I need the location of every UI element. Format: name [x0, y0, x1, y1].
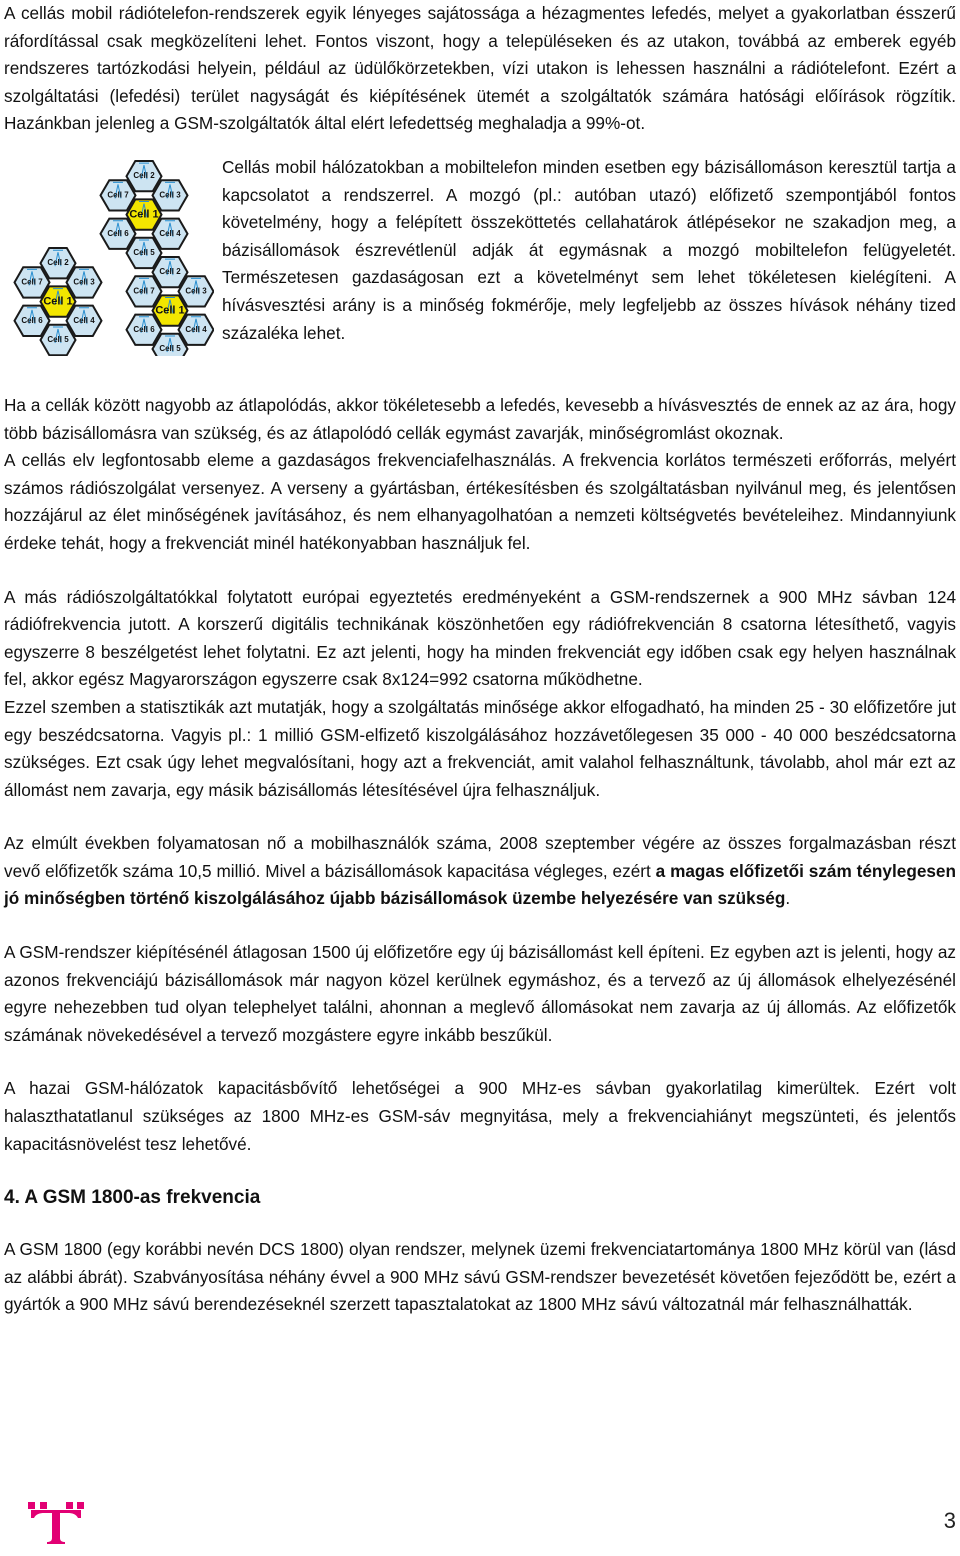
- paragraph-subscribers: [4, 830, 956, 913]
- cell-label: Cell 2: [133, 171, 155, 181]
- subscribers-end: .: [785, 888, 791, 909]
- cell-hexagon-diagram: [4, 144, 214, 356]
- cell-label: Cell 4: [73, 315, 95, 325]
- paragraph-coverage: A cellás mobil rádiótelefon-rendszerek egyik lényeges sajátossága a hézagmentes lefedés, melyet a gyakorlatban ésszerű ráfordítással csak megközelíteni lehet. Fontos viszont, hogy a településeken és az utakon, továbbá az emberek egyéb rendszeres tartózkodási helyein, például az üdülőkörzetekben, vízi utakon is lehessen használni a rádiótelefont. Ezért a szolgáltatási (lefedési) terület nagyságát és kiépítésének ütemét a szolgáltatók számára hatósági előírások rögzítik. Hazánkban jelenleg a GSM-szolgáltatók által elért lefedettség meghaladja a 99%-ot.: [4, 3, 956, 134]
- cell-label: Cell 7: [21, 277, 43, 287]
- cell-label: Cell 1: [129, 208, 159, 221]
- subscribers-bold-text: a magas előfizetői szám ténylegesen jó minőségben történő kiszolgálásához újabb bázisállomások üzembe helyezésére van szükség: [4, 860, 956, 909]
- cell-label: Cell 2: [47, 258, 69, 268]
- cell-label: Cell 4: [159, 228, 181, 238]
- cell-label: Cell 4: [185, 324, 207, 334]
- telekom-t-logo-icon: [26, 1500, 86, 1545]
- paragraph-overlap: Ha a cellák között nagyobb az átlapolódás, akkor tökéletesebb a lefedés, kevesebb a hívásvesztés de ennek az az ára, hogy több bázisállomásra van szükség, és az átlapolódó cellák egymást zavarják, minőségromlást okoznak.: [4, 394, 956, 443]
- subscribers-text: Az elmúlt években folyamatosan nő a mobilhasználók száma, 2008 szeptember végére az összes forgalmazásban részt vevő előfizetők száma 10,5 millió. Mivel a bázisállomások kapacitása végleges, ezért: [4, 833, 956, 881]
- cell-label: Cell 5: [47, 334, 69, 344]
- cell-label: Cell 1: [43, 295, 73, 308]
- cell-label: Cell 6: [21, 315, 43, 325]
- cell-label: Cell 5: [133, 247, 155, 257]
- cell-label: Cell 6: [107, 228, 129, 238]
- cell-label: Cell 6: [133, 324, 155, 334]
- paragraph-channels: A más rádiószolgáltatókkal folytatott európai egyeztetés eredményeként a GSM-rendszernek a 900 MHz sávban 124 rádiófrekvencia jutott. A korszerű digitális technikának köszönhetően egy rádiófrekvencián 8 csatorna létesíthető, vagyis egyszerre 8 beszélgetést lehet folytatni. Ez azt jelenti, hogy ha minden frekvenciát egy időben csak egy helyen használnak fel, akkor egész Magyarországon egyszerre csak 8x124=992 csatorna működhetne.: [4, 586, 956, 690]
- cell-label: Cell 7: [107, 190, 129, 200]
- paragraph-frequency-economy: A cellás elv legfontosabb eleme a gazdaságos frekvenciafelhasználás. A frekvencia korlátos természeti erőforrás, melyért számos rádiószolgálat versenyez. A verseny a gyártásban, értékesítésben és szolgáltatásban nyilvánul meg, és jelentősen hozzájárul az élet minőségének javításához, és nem elhanyagolhatóan a nemzeti költségvetés bevételeihez. Mindannyiunk érdeke tehát, hogy a frekvenciát minél hatékonyabban használjuk fel.: [4, 450, 956, 553]
- paragraph-capacity: A hazai GSM-hálózatok kapacitásbővítő lehetőségei a 900 MHz-es sávban gyakorlatilag kimerültek. Ezért volt halaszthatatlanul szükséges az 1800 MHz-es GSM-sáv megnyitása, mely a frekvenciahiányt megszünteti, és jelentős kapacitásnövelést tesz lehetővé.: [4, 1078, 956, 1154]
- cell-label: Cell 7: [133, 286, 155, 296]
- paragraph-handover: Cellás mobil hálózatokban a mobiltelefon minden esetben egy bázisállomáson keresztül tartja a kapcsolatot a rendszerrel. A mozgó (pl.: autóban utazó) előfizető szempontjából fontos követelmény, hogy a felépített összeköttetés cellahatárok átlépésekor ne szakadjon meg, a bázisállomások észrevétlenül adják át egymásnak a mozgó mobiltelefon felügyeletét. Természetesen gazdaságosan ezt a követelményt sem lehet tökéletesen kielégíteni. A hívásvesztési arány is a minőség fokmérője, mely legfeljebb az összes hívások néhány tized százaléka lehet.: [222, 156, 956, 343]
- cell-label: Cell 3: [73, 277, 95, 287]
- section-heading: 4. A GSM 1800-as frekvencia: [4, 1187, 261, 1209]
- cell-label: Cell 3: [159, 190, 181, 200]
- document-page: [4, 0, 956, 1319]
- cell-label: Cell 5: [159, 343, 181, 353]
- cell-label: Cell 1: [155, 304, 185, 317]
- paragraph-statistics: Ezzel szemben a statisztikák azt mutatják, hogy a szolgáltatás minősége akkor elfogadható, ha minden 25 - 30 előfizetőre jut egy beszédcsatorna. Vagyis pl.: 1 millió GSM-elfizető kiszolgálásához hozzávetőlegesen 35 000 - 40 000 beszédcsatorna szükséges. Ezt csak úgy lehet megvalósítani, hogy azt a frekvenciát, amit valahol felhasználtunk, távolabb, ahol már ezt az állomást nem zavarja, egy másik bázisállomás létesítésével újra felhasználjuk.: [4, 696, 956, 800]
- paragraph-gsm1800: A GSM 1800 (egy korábbi nevén DCS 1800) olyan rendszer, melynek üzemi frekvenciatartománya 1800 MHz körül van (lásd az alábbi ábrát). Szabványosítása néhány évvel a 900 MHz sávú GSM-rendszer bevezetését követően fejeződött be, ezért a gyártók a 900 MHz sávú berendezéseknél szerzett tapasztalatokat az 1800 MHz sávú változatnál már felhasználhatták.: [4, 1239, 956, 1315]
- figure-row: [4, 144, 956, 366]
- paragraph-base-stations: A GSM-rendszer kiépítésénél átlagosan 1500 új előfizetőre egy új bázisállomást kell építeni. Ez egyben azt is jelenti, hogy az azonos frekvenciájú bázisállomások már nagyon közel kerülnek egymáshoz, és a tervező az új állomások elhelyezésénél egyre nehezebben tud olyan telephelyet találni, ahonnan a meglevő állomásokat nem zavarja az új állomás. Az előfizetők számának növekedésével a tervező mozgástere egyre inkább beszűkül.: [4, 942, 956, 1045]
- cell-label: Cell 3: [185, 286, 207, 296]
- page-number: 3: [943, 1508, 956, 1533]
- cell-label: Cell 2: [159, 267, 181, 277]
